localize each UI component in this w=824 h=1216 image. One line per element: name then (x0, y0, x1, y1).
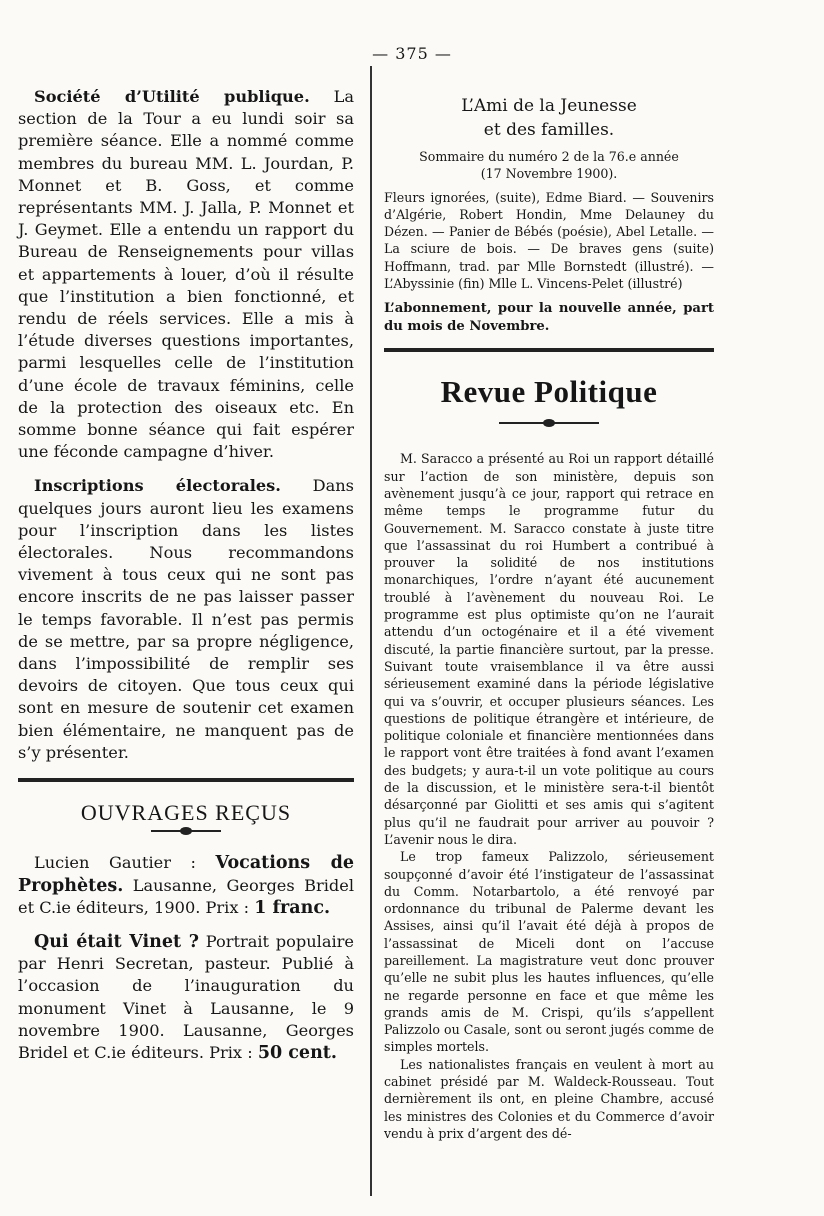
section-rule (384, 348, 714, 352)
ami-contents: Fleurs ignorées, (suite), Edme Biard. — Souvenirs d’Algérie, Robert Hondin, Mme Delauney du Dézen. — Panier de Bébés (poésie), Abel Letalle. — La sciure de bois. — De braves gens (suite) Hoffmann, trad. par Mlle Bornstedt (illustré). — L’Abyssinie (fin) Mlle L. Vincens-Pelet (illustré) (384, 189, 714, 292)
sommaire-line: (17 Novembre 1900). (480, 166, 618, 182)
ouvrage-text: Lausanne, Georges Bridel et C.ie éditeurs, 1900. Prix : (18, 875, 354, 917)
right-column (384, 94, 714, 1142)
ouvrage-author: Lucien Gautier : (34, 853, 196, 873)
societe-title: Société d’Utilité publique. (34, 87, 310, 106)
ornament-divider (499, 422, 599, 428)
ami-title-line: et des familles. (483, 120, 615, 140)
ami-title-line: L’Ami de la Jeunesse (461, 96, 637, 116)
left-column (18, 86, 354, 1064)
ouvrage-text: Portrait populaire par Henri Secretan, pasteur. Publié à l’occasion de l’inauguration du monument Vinet à Lausanne, le 9 novembre 1900. Lausanne, Georges Bridel et C.ie éditeurs. Prix : (18, 931, 354, 1062)
revue-body (384, 450, 714, 1142)
ouvrage-entry (18, 852, 354, 919)
column-divider (370, 66, 372, 1196)
societe-article (18, 86, 354, 463)
societe-text: La section de la Tour a eu lundi soir sa première séance. Elle a nommé comme membres du bureau MM. L. Jourdan, P. Monnet et B. Goss, et comme représentants MM. J. Jalla, P. Monnet et J. Geymet. Elle a entendu un rapport du Bureau de Renseignements pour villas et appartements à louer, d’où il résulte que l’institution a bien fonctionné, et rendu de réels services. Elle a mis à l’étude diverses questions importantes, parmi lesquelles celle de l’institution d’une école de travaux féminins, celle de la protection des oiseaux etc. En somme bonne séance qui fait espérer une féconde campagne d’hiver. (18, 87, 354, 462)
revue-paragraph: Les nationalistes français en veulent à mort au cabinet présidé par M. Waldeck-Rousseau. Tout dernièrement ils ont, en pleine Chambre, accusé les ministres des Colonies et du Commerce d’avoir vendu à prix d’argent des dé- (384, 1056, 714, 1141)
inscriptions-text: Dans quelques jours auront lieu les examens pour l’inscription dans les listes électorales. Nous recommandons vivement à tous ceux qui ne sont pas encore inscrits de ne pas laisser passer le temps favorable. Il n’est pas permis de se mettre, par sa propre négligence, dans l’impossibilité de remplir ses devoirs de citoyen. Que tous ceux qui sont en mesure de soutenir cet examen bien élémentaire, ne manquent pas de s’y présenter. (18, 476, 354, 762)
ouvrage-entry (18, 931, 354, 1064)
revue-paragraph: M. Saracco a présenté au Roi un rapport détaillé sur l’action de son ministère, depuis son avènement jusqu’à ce jour, rapport qui retrace en même temps le programme futur du Gouvernement. M. Saracco constate à juste titre que l’assassinat du roi Humbert a contribué à prouver la solidité de nos institutions monarchiques, l’ordre n’ayant été aucunement troublé à l’avènement du nouveau Roi. Le programme est plus optimiste qu’on ne l’aurait attendu d’un octogénaire et il a été vivement discuté, la partie financière surtout, par la presse. Suivant toute vraisemblance il va être aussi sérieusement examiné dans la période législative qui va s’ouvrir, et occuper plusieurs séances. Les questions de politique étrangère et intérieure, de politique coloniale et financière mentionnées dans le rapport vont être traitées à fond avant l’examen des budgets; y aura-t-il un vote politique au cours de la discussion, et le ministère sera-t-il bientôt désarçonné par Giolitti et ses amis qui s’agitent plus qu’il ne faudrait pour arriver au pouvoir ? L’avenir nous le dira. (384, 451, 714, 847)
ornament-divider (151, 830, 221, 836)
revue-heading: Revue Politique (440, 374, 658, 410)
ami-title (384, 94, 714, 142)
section-rule (18, 778, 354, 782)
inscriptions-title: Inscriptions électorales. (34, 476, 281, 496)
ouvrage-title: Qui était Vinet ? (34, 931, 200, 952)
revue-paragraph: Le trop fameux Palizzolo, sérieusement soupçonné d’avoir été l’instigateur de l’assassinat du Comm. Notarbartolo, a été renvoyé par ordonnance du tribunal de Palerme devant les Assises, ainsi qu’il l’avait été déjà à propos de l’assassinat de Miceli dont on l’accuse pareillement. La magistrature veut donc prouver qu’elle ne subit plus les hautes influences, qu’elle ne regarde personne en face et que même les grands amis de M. Crispi, qu’ils s’appellent Palizzolo ou Casale, sont ou seront jugés comme de simples mortels. (384, 849, 714, 1055)
ouvrage-price: 1 franc. (254, 897, 331, 918)
inscriptions-article (18, 475, 354, 764)
sommaire-line: Sommaire du numéro 2 de la 76.e année (419, 149, 679, 164)
sommaire (384, 148, 714, 183)
page-number: — 375 — (372, 44, 452, 63)
ouvrages-heading: OUVRAGES REÇUS (80, 800, 292, 826)
ouvrage-title: Vocations de Prophètes. (18, 853, 354, 896)
abonnement-notice: L’abonnement, pour la nouvelle année, part du mois de Novembre. (384, 301, 714, 335)
ouvrage-price: 50 cent. (257, 1042, 337, 1063)
